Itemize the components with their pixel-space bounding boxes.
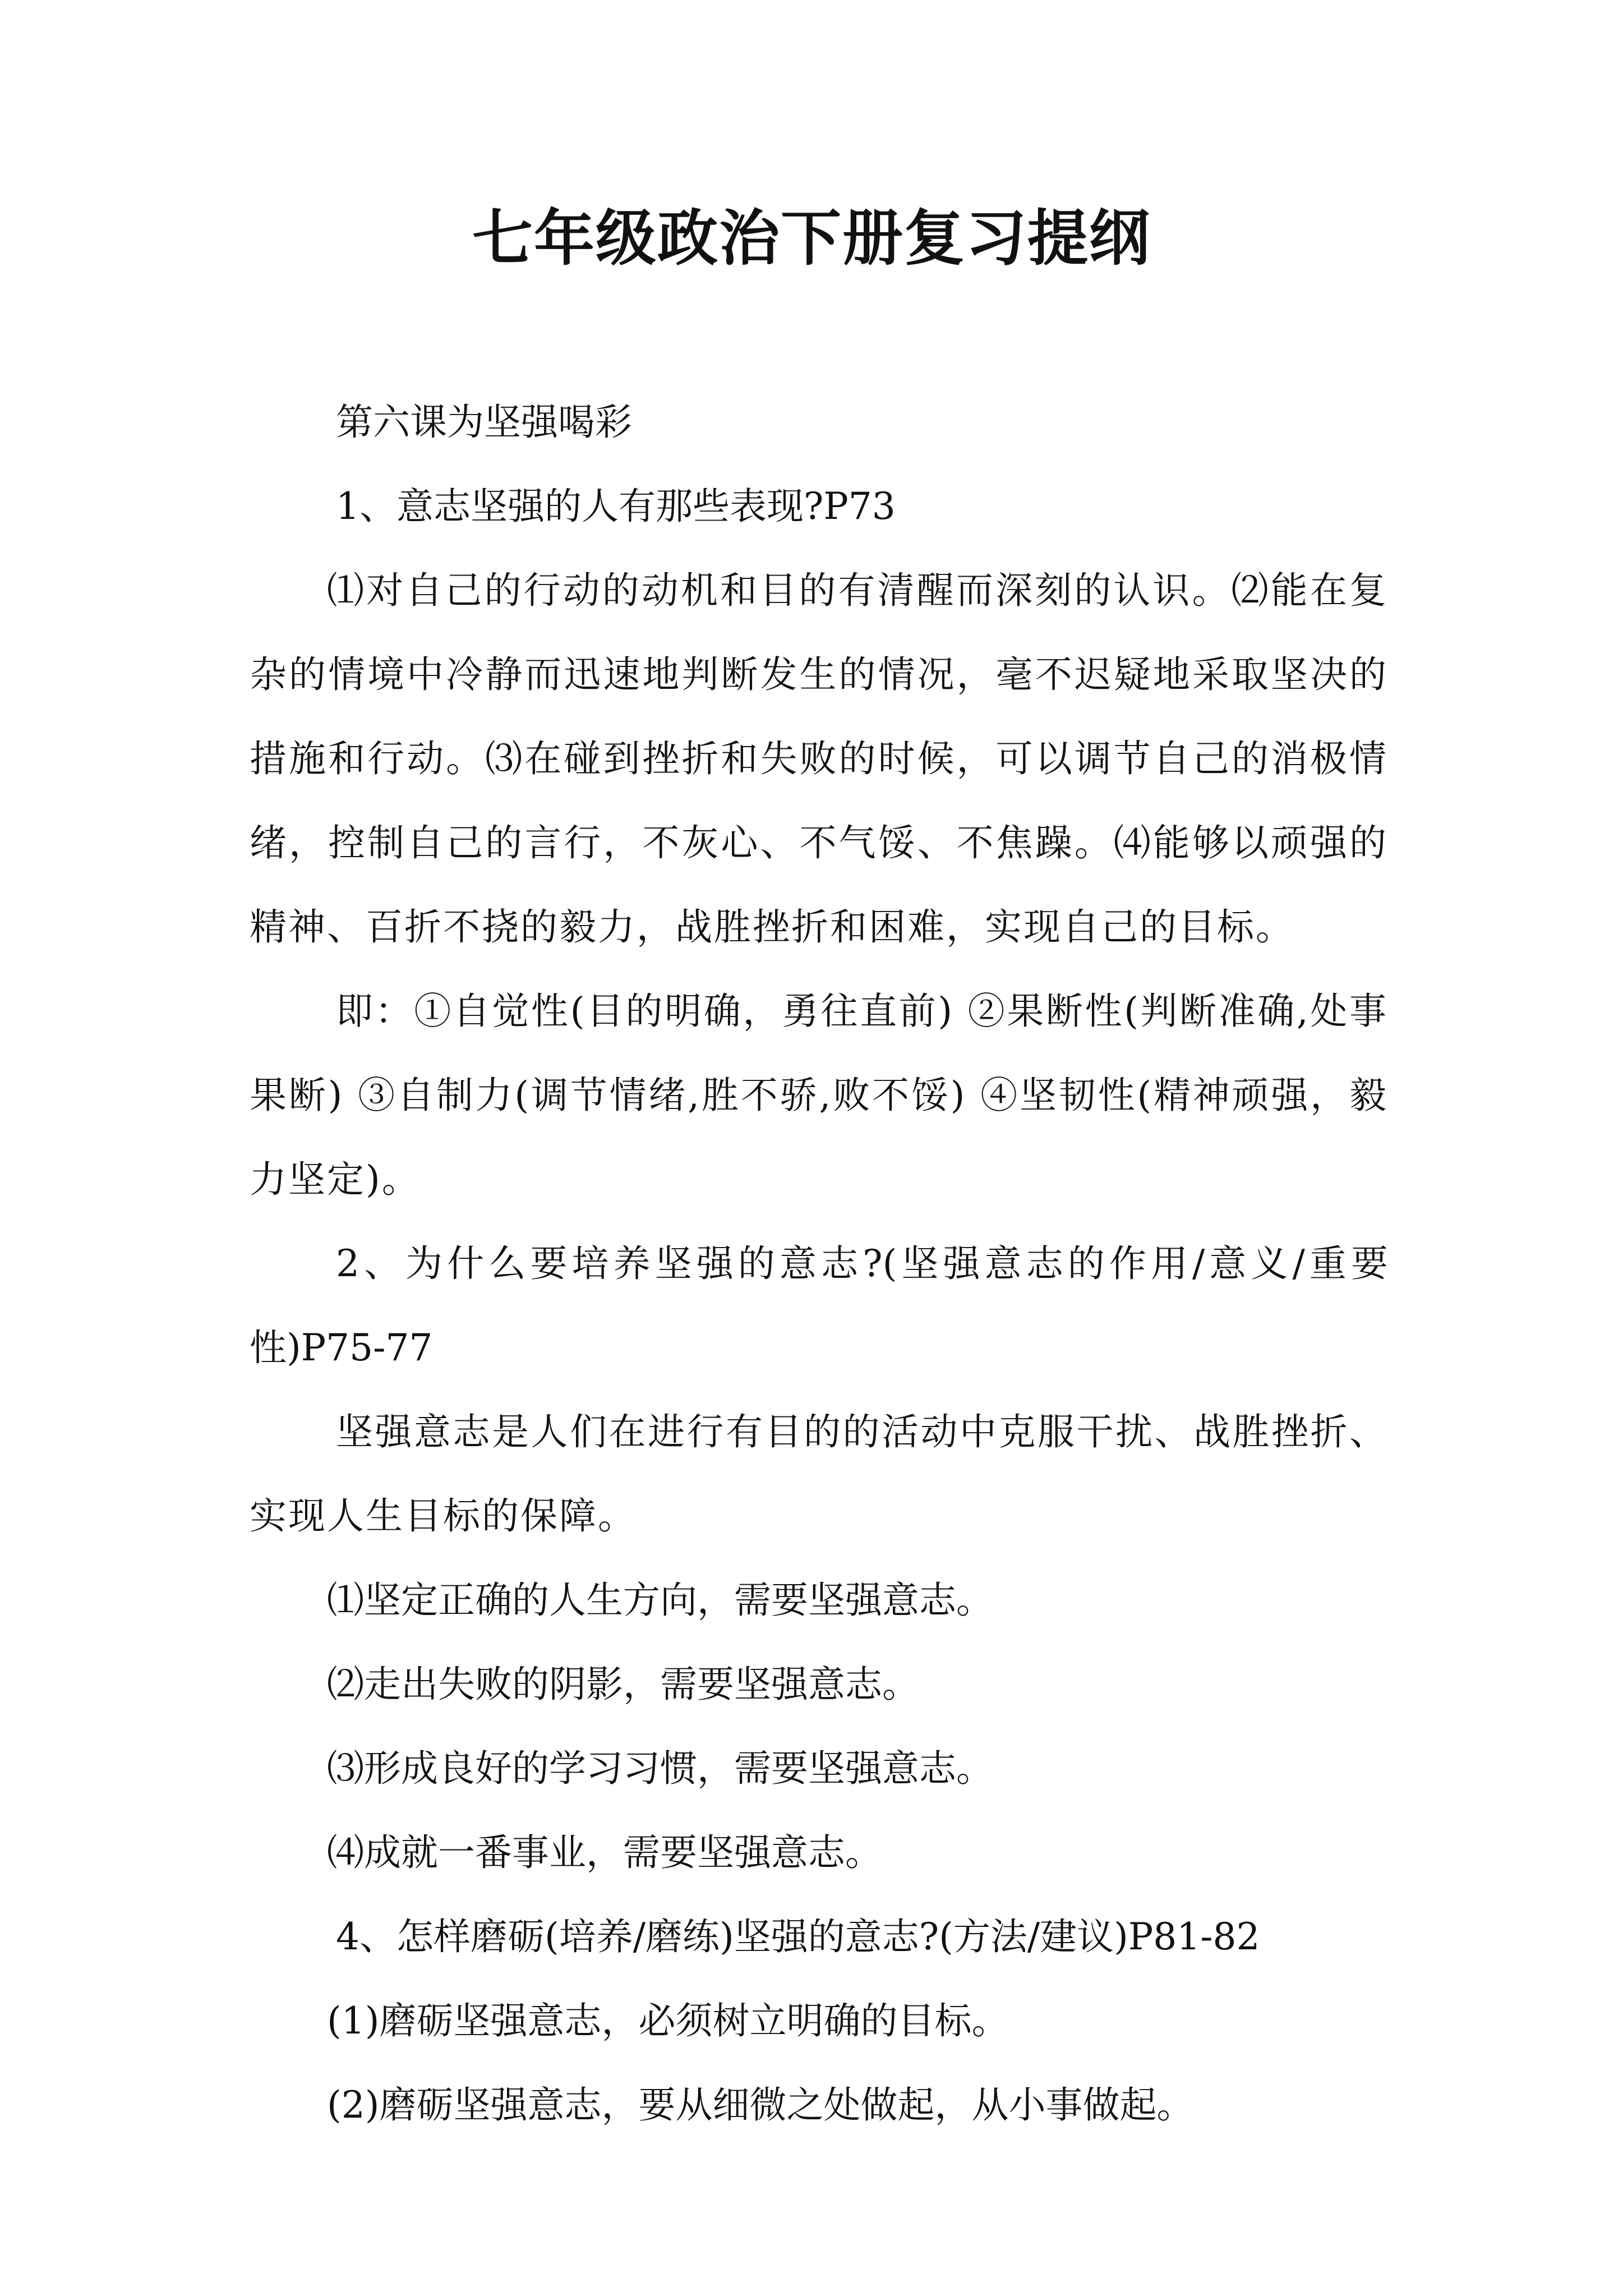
question-2-intro: 坚强意志是人们在进行有目的的活动中克服干扰、战胜挫折、实现人生目标的保障。 bbox=[250, 1410, 1388, 1538]
question-2-point-3: ⑶形成良好的学习习惯，需要坚强意志。 bbox=[327, 1747, 993, 1790]
question-4-point-1: (1)磨砺坚强意志，必须树立明确的目标。 bbox=[327, 1999, 1009, 2042]
document-body bbox=[250, 380, 1388, 2147]
question-4-point-2: (2)磨砺坚强意志，要从细微之处做起，从小事做起。 bbox=[327, 2083, 1194, 2127]
question-1-answer: ⑴对自己的行动的动机和目的有清醒而深刻的认识。⑵能在复杂的情境中冷静而迅速地判断发生的情况，毫不迟疑地采取坚决的措施和行动。⑶在碰到挫折和失败的时候，可以调节自己的消极情绪，控制自己的言行，不灰心、不气馁、不焦躁。⑷能够以顽强的精神、百折不挠的毅力，战胜挫折和困难，实现自己的目标。 bbox=[250, 569, 1388, 949]
question-2-point-4: ⑷成就一番事业，需要坚强意志。 bbox=[327, 1831, 882, 1874]
lesson-heading: 第六课为坚强喝彩 bbox=[336, 401, 632, 444]
question-1-heading: 1、意志坚强的人有那些表现?P73 bbox=[336, 485, 896, 528]
question-2-heading: 2、为什么要培养坚强的意志?(坚强意志的作用/意义/重要性)P75-77 bbox=[250, 1242, 1388, 1369]
question-4-heading: 4、怎样磨砺(培养/磨练)坚强的意志?(方法/建议)P81-82 bbox=[336, 1915, 1260, 1958]
question-2-point-1: ⑴坚定正确的人生方向，需要坚强意志。 bbox=[327, 1579, 993, 1622]
question-1-summary: 即：①自觉性(目的明确，勇往直前) ②果断性(判断准确,处事果断) ③自制力(调节情绪,胜不骄,败不馁) ④坚韧性(精神顽强，毅力坚定)。 bbox=[250, 990, 1388, 1201]
question-2-point-2: ⑵走出失败的阴影，需要坚强意志。 bbox=[327, 1663, 919, 1706]
document-title: 七年级政治下册复习提纲 bbox=[472, 203, 1151, 274]
